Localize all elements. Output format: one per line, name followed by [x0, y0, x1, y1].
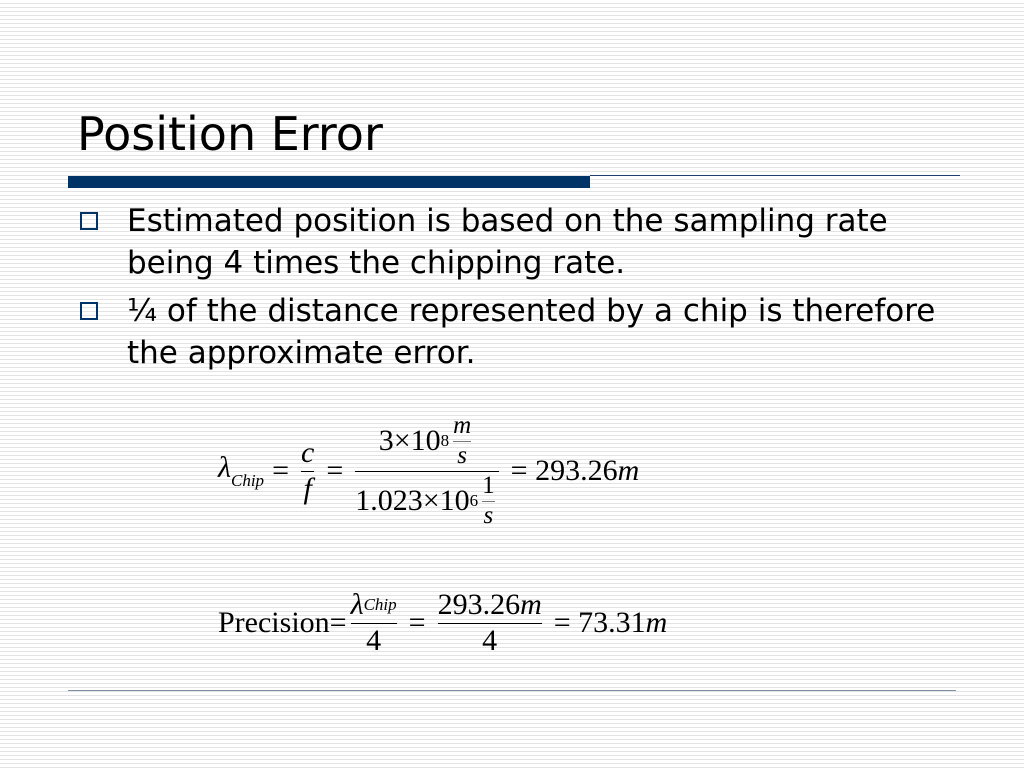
lambda-symbol: λ — [350, 588, 364, 621]
distance-unit: m — [520, 588, 542, 621]
bullet-text: Estimated position is based on the sampling rate being 4 times the chipping rate. — [127, 203, 888, 281]
title-underline-thick — [68, 176, 590, 188]
c-over-f-fraction — [301, 436, 314, 507]
distance-value: 293.26 — [437, 588, 521, 621]
bullet-item — [75, 290, 975, 374]
exponent: 8 — [440, 431, 450, 451]
result-unit: m — [617, 454, 640, 488]
chip-subscript: Chip — [231, 471, 265, 491]
equals-sign: = — [408, 606, 426, 640]
precision-label: Precision — [218, 606, 330, 640]
fraction-denominator: 4 — [366, 624, 382, 657]
unit-denominator: s — [483, 501, 494, 529]
unit-numerator: 1 — [482, 472, 495, 499]
chip-rate-coefficient: 1.023×10 — [355, 484, 470, 517]
footer-divider — [68, 690, 956, 691]
fraction-numerator — [379, 412, 475, 471]
slide-title: Position Error — [77, 107, 383, 161]
result-unit: m — [645, 606, 668, 640]
hollow-square-bullet-icon — [80, 302, 98, 320]
fraction-numerator: c — [300, 436, 315, 469]
fraction-denominator: 4 — [482, 624, 498, 657]
chip-subscript: Chip — [363, 595, 397, 615]
bullet-list — [75, 200, 975, 380]
equals-sign: = — [272, 454, 289, 488]
speed-over-chip-rate-fraction — [355, 412, 498, 531]
fraction-denominator: f — [303, 472, 312, 505]
bullet-item — [75, 200, 975, 284]
unit-numerator: m — [453, 412, 472, 439]
title-underline-thin — [590, 175, 960, 176]
lambda-symbol: λ — [218, 451, 231, 485]
speed-of-light-coefficient: 3×10 — [378, 424, 441, 457]
lambda-over-four-fraction — [351, 588, 397, 659]
equals-sign: = — [329, 606, 347, 640]
fraction-denominator — [355, 472, 498, 531]
bullet-text: ¼ of the distance represented by a chip is therefore the approximate error. — [127, 293, 936, 371]
distance-over-four-fraction — [438, 588, 542, 659]
equation-term — [218, 451, 264, 491]
unit-fraction — [482, 472, 495, 531]
result-value: = 293.26 — [510, 454, 618, 488]
unit-fraction — [453, 412, 471, 471]
exponent: 6 — [469, 491, 479, 511]
equals-sign: = — [326, 454, 344, 488]
chip-wavelength-equation — [218, 412, 639, 531]
result-value: = 73.31 — [553, 606, 646, 640]
unit-denominator: s — [457, 441, 468, 469]
precision-equation — [218, 588, 667, 659]
fraction-numerator — [438, 588, 542, 623]
hollow-square-bullet-icon — [80, 212, 98, 230]
fraction-numerator — [351, 588, 397, 623]
